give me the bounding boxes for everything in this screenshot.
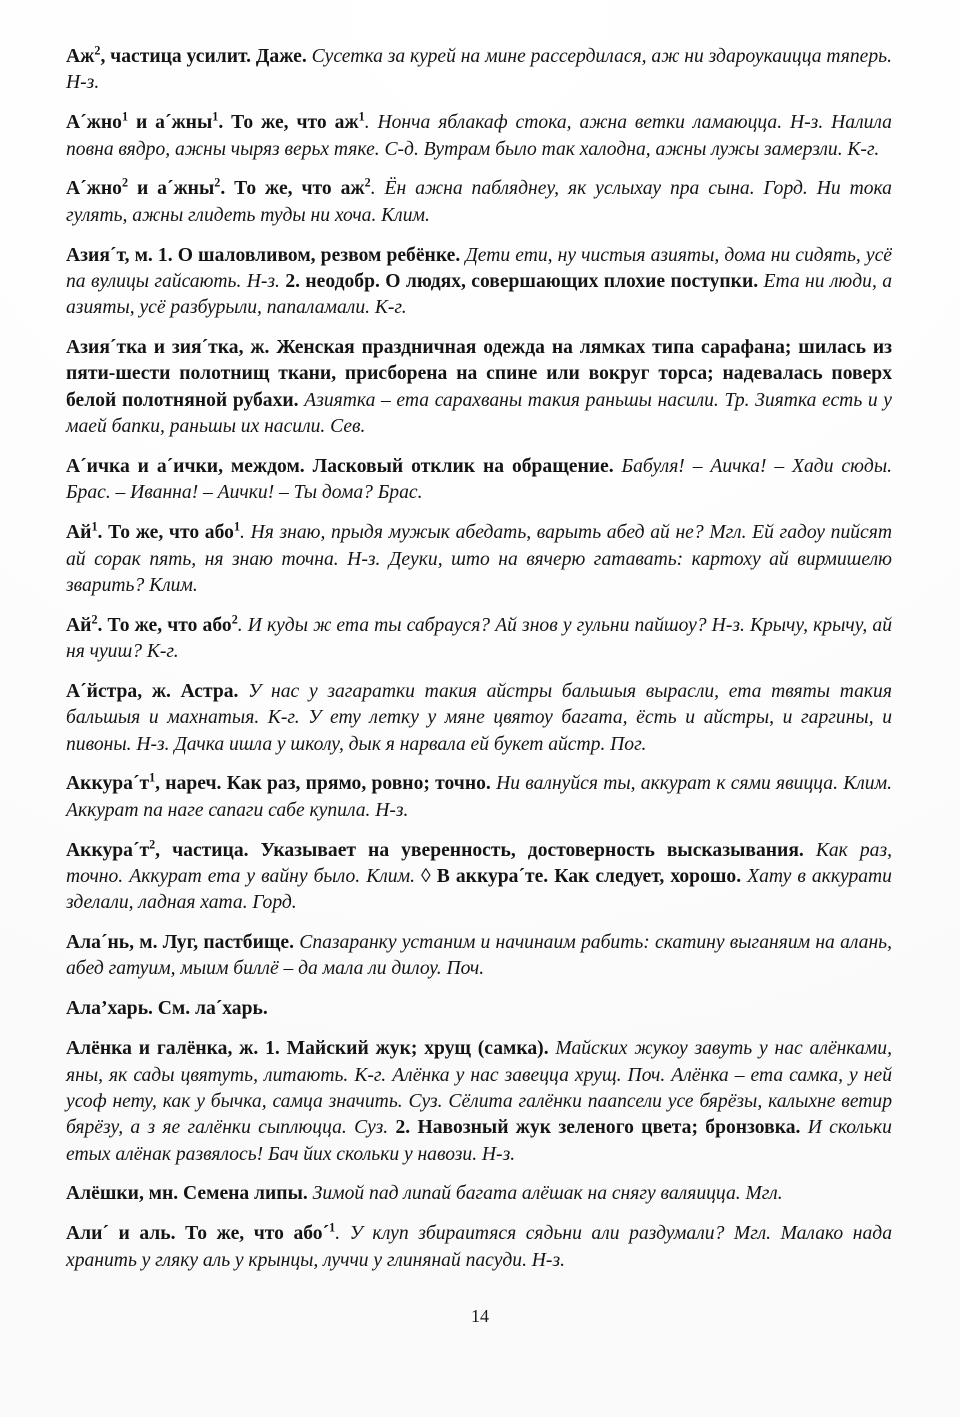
entry-definition: . То же, что аж <box>218 112 359 134</box>
headword-superscript: 2 <box>94 43 101 58</box>
entry-citation: Сусетка за курей на мине рассердилася, аж ни здароукаицца тяперь. Н-з. <box>66 46 892 94</box>
subentry-citation: Хату в аккурати зделали, ладная хата. Горд. <box>66 865 892 914</box>
headword-text: А´жно <box>66 178 122 200</box>
entry-definition: . То же, что або <box>97 522 234 544</box>
dictionary-entry <box>66 44 892 97</box>
entry-headword <box>66 770 491 795</box>
entry-headword <box>66 109 365 134</box>
entry-citation: . Ня знаю, прыдя мужык абедать, варыть абед ай не? Мгл. Ей гадоу пийсят ай сорак пять, ня знаю точна. Н-з. Деуки, што на вячерю гатавать: картоху ай вирмишелю зварить? Клим. <box>66 522 893 596</box>
entry-headword: Алёшки, мн. <box>66 1183 179 1205</box>
headword-superscript: 2 <box>149 837 156 852</box>
entry-headword <box>66 1220 336 1245</box>
headword-text: Аккура´т <box>66 839 150 861</box>
dictionary-entry <box>66 613 892 666</box>
entry-citation: У нас у загаратки такия айстры бальшыя вырасли, ета твяты такия бальшыя и махнатыя. К-г. У ету летку у мяне цвятоу багата, ёсть и айстры, и гаргины, и пивоны. Н-з. Дачка ишла у школу, дык я нарвала ей букет айстр. Пог. <box>66 680 892 755</box>
headword-text: Ай <box>66 522 92 544</box>
headword-text: Аж <box>66 46 95 67</box>
entry-grammar: , частица. <box>155 839 249 861</box>
sense-definition: Навозный жук зеленого цвета; бронзовка. <box>417 1117 801 1139</box>
dictionary-entry <box>66 679 892 758</box>
entry-definition: . То же, что або <box>97 614 232 636</box>
dictionary-entry <box>66 176 892 229</box>
entry-citation: Спазаранку устаним и начинаим рабить: скатину выганяим на алань, абед гатуим, мыим биллё – да мала ли дилоу. Поч. <box>66 932 892 980</box>
entry-headword: А´ичка и а´ички, междом. <box>66 455 305 477</box>
entry-definition: . То же, что аж <box>220 178 365 200</box>
dictionary-entry <box>66 1181 892 1207</box>
entry-headword <box>66 43 307 67</box>
headword-variant: и а´жны <box>128 178 215 200</box>
dictionary-entry-cross-reference <box>66 996 892 1022</box>
sense-number: 1. <box>265 1038 280 1060</box>
headword-text: А´жно <box>66 112 122 134</box>
headword-variant: и а´жны <box>128 112 213 134</box>
sense-citation: Майских жукоу завуть у нас алёнками, яны, як сады цвятуть, литають. К-г. Алёнка у нас завецца хрущ. Поч. Алёнка – ета самка, у ней усоф нету, как у бычка, самца значить. Суз. Сёлита галёнки паапсели усе бярёзы, калыхне ветир бярёзу, а з яе галёнки сыплюцца. Суз. <box>66 1038 892 1139</box>
sense-number: 2. <box>285 270 301 292</box>
entry-headword: Азия´тка и зия´тка, ж. <box>66 337 270 359</box>
entry-headword <box>66 519 241 544</box>
entry-definition: Указывает на уверенность, достоверность высказывания. <box>260 839 804 861</box>
headword-text: Ай <box>66 614 92 636</box>
sense-citation: Ета ни люди, а азияты, усё разбурыли, папаламали. К-г. <box>66 270 892 319</box>
headword-superscript: 1 <box>149 770 156 785</box>
definition-superscript: 2 <box>364 175 371 190</box>
entry-definition: Женская праздничная одежда на лямках типа сарафана; шилась из пяти-шести полотнищ ткани, присборена на спине или вокруг торса; надевалась поверх белой полотняной рубахи. <box>66 337 892 411</box>
definition-superscript: 1 <box>329 1220 336 1235</box>
headword-superscript: 2 <box>91 612 98 627</box>
dictionary-entry <box>66 930 892 983</box>
dictionary-entry <box>66 1036 892 1168</box>
dictionary-entries-column <box>66 44 892 1274</box>
sense-definition: О шаловливом, резвом ребёнке. <box>177 244 461 266</box>
dictionary-entry <box>66 1221 892 1274</box>
entry-grammar: , нареч. <box>155 773 222 795</box>
headword-text: Аккура´т <box>66 773 150 795</box>
entry-headword: Азия´т, м. <box>66 244 153 266</box>
entry-headword <box>66 612 238 636</box>
entry-definition: Семена липы. <box>183 1183 308 1205</box>
entry-citation: Азиятка – ета сарахваны такия раньшы насили. Тр. Зиятка есть и у маей бапки, раньшы их насили. Сев. <box>66 389 893 438</box>
sense-definition: Майский жук; хрущ (самка). <box>286 1038 549 1060</box>
entry-headword: Алёнка и галёнка, ж. <box>66 1038 259 1060</box>
definition-superscript: 1 <box>233 519 241 534</box>
sense-citation: Дети ети, ну чистыя азияты, дома ни сидять, усё па вулицы гайсають. Н-з. <box>66 244 892 292</box>
headword-variant-superscript: 1 <box>212 109 219 124</box>
page-number: 14 <box>471 1306 489 1326</box>
entry-definition: Даже. <box>255 46 307 67</box>
entry-headword <box>66 175 371 200</box>
headword-superscript: 2 <box>121 175 129 190</box>
subentry-definition: Как следует, хорошо. <box>554 865 742 887</box>
entry-headword: А´йстра, ж. <box>66 680 171 702</box>
dictionary-entry <box>66 110 892 163</box>
entry-definition: Астра. <box>180 680 239 702</box>
entry-definition: Луг, пастбище. <box>162 932 295 954</box>
entry-citation: . И куды ж ета ты сабрауся? Ай знов у гульни пайшоу? Н-з. Крычу, крычу, ай ня чуиш? К-г. <box>66 614 893 663</box>
sense-usage-label: неодобр. <box>305 270 380 292</box>
subentry-headword: В аккура´те. <box>436 865 549 887</box>
sense-citation: И скольки етых алёнак развялось! Бач йих скольки у навози. Н-з. <box>66 1117 892 1165</box>
dictionary-entry <box>66 454 892 507</box>
definition-superscript: 2 <box>231 612 238 627</box>
entry-citation: Бабуля! – Аичка! – Хади сюды. Брас. – Иванна! – Аички! – Ты дома? Брас. <box>66 455 892 504</box>
sense-number: 1. <box>157 244 173 266</box>
entry-grammar: , частица усилит. <box>100 46 252 67</box>
headword-superscript: 1 <box>91 519 98 534</box>
entry-citation: Зимой пад липай багата алёшак на снягу валяицца. Мгл. <box>312 1183 783 1205</box>
dictionary-entry <box>66 771 892 824</box>
entry-headword: Ала´нь, м. <box>66 932 158 954</box>
dictionary-entry <box>66 520 892 599</box>
entry-citation: Ни валнуйся ты, аккурат к сями явицца. Клим. Аккурат па наге сапаги сабе купила. Н-з. <box>66 773 892 821</box>
entry-citation: . Нонча яблакаф стока, ажна ветки ламаюцца. Н-з. Налила повна вядро, ажны чыряз верьх тяке. С-д. Вутрам было так халодна, ажны лужы замерзли. К-г. <box>66 112 892 160</box>
dictionary-entry <box>66 838 892 917</box>
entry-definition: Как раз, прямо, ровно; точно. <box>226 773 491 795</box>
headword-superscript: 1 <box>121 109 129 124</box>
dictionary-entry <box>66 335 892 440</box>
entry-definition: Ласковый отклик на обращение. <box>312 455 614 477</box>
headword-text: Али´ и аль. <box>66 1223 176 1245</box>
sense-number: 2. <box>395 1117 411 1139</box>
entry-headword: Ала’харь. См. ла´харь. <box>66 998 268 1020</box>
entry-headword <box>66 837 804 861</box>
dictionary-entry <box>66 243 892 322</box>
entry-citation: . У клуп збираитяся сядьни али раздумали? Мгл. Малако нада хранить у гляку аль у крынцы, луччи у глинянай пасуди. Н-з. <box>66 1223 892 1271</box>
sense-definition: О людях, совершающих плохие поступки. <box>385 270 759 292</box>
entry-citation: Как раз, точно. Аккурат ета у вайну было. Клим. <box>66 839 892 887</box>
entry-citation: . Ён ажна пабляднеу, як услыхау пра сына. Горд. Ни тока гулять, ажны глидеть туды ни хоча. Клим. <box>66 178 892 226</box>
headword-variant-superscript: 2 <box>214 175 221 190</box>
entry-definition: То же, что або´ <box>185 1223 330 1245</box>
lozenge-icon: ◊ <box>421 865 431 887</box>
definition-superscript: 1 <box>358 109 365 124</box>
